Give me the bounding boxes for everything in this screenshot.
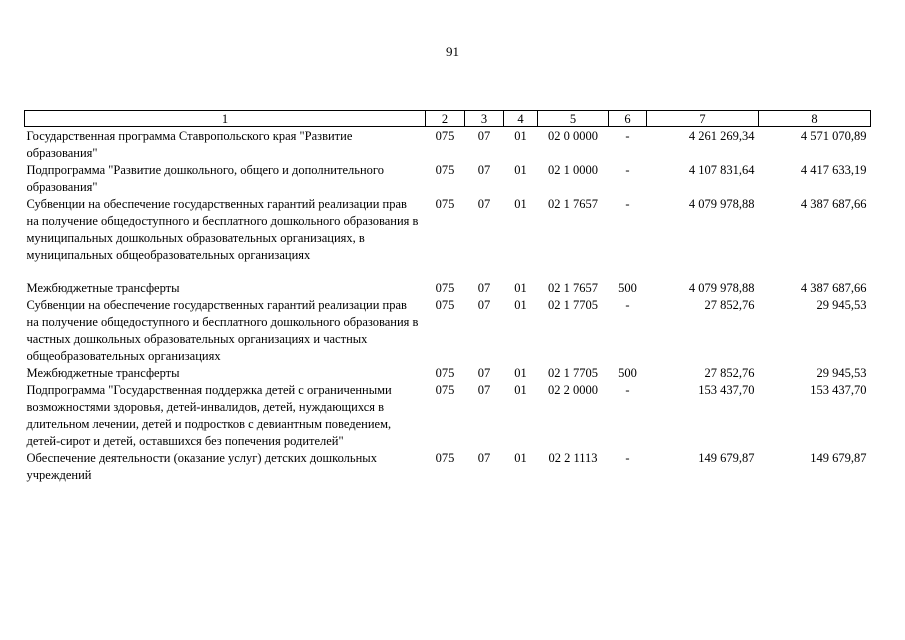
- cell-amount-col7: 27 852,76: [704, 298, 755, 312]
- cell-subsection-code: 01: [514, 163, 527, 177]
- cell-amount-col7: 4 261 269,34: [688, 129, 755, 143]
- cell-target-code: 02 1 7657: [548, 281, 598, 295]
- cell-subsection-code: 01: [514, 129, 527, 143]
- cell-ministry-code: 075: [435, 451, 455, 465]
- cell-section-code: 07: [477, 366, 491, 380]
- cell-target-code: 02 1 0000: [548, 163, 598, 177]
- column-header: 7: [647, 111, 759, 127]
- cell-ministry-code: 075: [435, 129, 455, 143]
- cell-section-code: 07: [477, 298, 491, 312]
- cell-expense-type: -: [625, 383, 630, 397]
- cell-subsection-code: 01: [514, 281, 527, 295]
- cell-ministry-code: 075: [435, 383, 455, 397]
- cell-subsection-code: 01: [514, 383, 527, 397]
- cell-section-code: 07: [477, 451, 491, 465]
- cell-amount-col7: 4 107 831,64: [688, 163, 755, 177]
- column-header: 4: [504, 111, 538, 127]
- cell-amount-col8: 4 571 070,89: [800, 129, 867, 143]
- row-name: Подпрограмма "Государственная поддержка детей с ограниченными возможностями здоровья, детей-инвалидов, детей, нуждающихся в длительном лечении, детей и подростков с девиантным поведением, детей-сирот и детей, оставшихся без попечения родителей": [26, 383, 392, 448]
- column-header: 6: [609, 111, 647, 127]
- cell-amount-col7: 27 852,76: [704, 366, 755, 380]
- cell-section-code: 07: [477, 281, 491, 295]
- cell-section-code: 07: [477, 197, 491, 211]
- cell-amount-col8: 29 945,53: [816, 298, 867, 312]
- cell-ministry-code: 075: [435, 298, 455, 312]
- table-row: [25, 127, 871, 163]
- table-row: [25, 450, 871, 484]
- cell-expense-type: 500: [618, 366, 637, 380]
- cell-ministry-code: 075: [435, 197, 455, 211]
- cell-expense-type: -: [625, 163, 630, 177]
- cell-expense-type: -: [625, 298, 630, 312]
- cell-amount-col8: 4 417 633,19: [800, 163, 867, 177]
- page-number: 91: [446, 44, 459, 59]
- cell-ministry-code: 075: [435, 366, 455, 380]
- cell-subsection-code: 01: [514, 366, 527, 380]
- table-row: [25, 297, 871, 365]
- column-header: 8: [759, 111, 871, 127]
- cell-expense-type: 500: [618, 281, 637, 295]
- column-header: 3: [465, 111, 504, 127]
- table-row: [25, 280, 871, 297]
- cell-target-code: 02 1 7705: [548, 366, 598, 380]
- row-name: Обеспечение деятельности (оказание услуг) детских дошкольных учреждений: [26, 451, 377, 482]
- table-row: [25, 196, 871, 280]
- cell-target-code: 02 2 1113: [548, 451, 598, 465]
- table-row: [25, 382, 871, 450]
- row-name: Подпрограмма "Развитие дошкольного, общего и дополнительного образования": [26, 163, 384, 194]
- cell-amount-col7: 149 679,87: [698, 451, 755, 465]
- column-header: 1: [25, 111, 426, 127]
- cell-amount-col7: 4 079 978,88: [688, 281, 755, 295]
- cell-target-code: 02 2 0000: [548, 383, 598, 397]
- cell-subsection-code: 01: [514, 451, 527, 465]
- cell-ministry-code: 075: [435, 163, 455, 177]
- cell-amount-col8: 153 437,70: [810, 383, 867, 397]
- budget-table: [24, 110, 871, 484]
- table-row: [25, 365, 871, 382]
- cell-expense-type: -: [625, 451, 630, 465]
- row-name: Межбюджетные трансферты: [26, 366, 180, 380]
- cell-amount-col8: 29 945,53: [816, 366, 867, 380]
- row-name: Межбюджетные трансферты: [26, 281, 180, 295]
- cell-amount-col8: 149 679,87: [810, 451, 867, 465]
- header-row: [25, 111, 871, 127]
- cell-subsection-code: 01: [514, 197, 527, 211]
- cell-expense-type: -: [625, 129, 630, 143]
- row-name: Субвенции на обеспечение государственных гарантий реализации прав на получение общедоступного и бесплатного дошкольного образования в муниципальных дошкольных образовательных организациях, в муниципальных общеобразовательных организациях: [26, 197, 419, 262]
- row-name: Государственная программа Ставропольского края "Развитие образования": [26, 129, 353, 160]
- cell-expense-type: -: [625, 197, 630, 211]
- table-row: [25, 162, 871, 196]
- cell-target-code: 02 1 7657: [548, 197, 598, 211]
- cell-section-code: 07: [477, 129, 491, 143]
- cell-target-code: 02 1 7705: [548, 298, 598, 312]
- cell-amount-col7: 4 079 978,88: [688, 197, 755, 211]
- cell-section-code: 07: [477, 383, 491, 397]
- column-header: 2: [426, 111, 465, 127]
- cell-subsection-code: 01: [514, 298, 527, 312]
- cell-section-code: 07: [477, 163, 491, 177]
- row-name: Субвенции на обеспечение государственных гарантий реализации прав на получение общедоступного и бесплатного дошкольного образования в частных дошкольных образовательных организациях и частных общеобразовательных организациях: [26, 298, 419, 363]
- cell-amount-col8: 4 387 687,66: [800, 197, 867, 211]
- cell-amount-col7: 153 437,70: [698, 383, 755, 397]
- column-header: 5: [538, 111, 609, 127]
- cell-amount-col8: 4 387 687,66: [800, 281, 867, 295]
- cell-ministry-code: 075: [435, 281, 455, 295]
- cell-target-code: 02 0 0000: [548, 129, 598, 143]
